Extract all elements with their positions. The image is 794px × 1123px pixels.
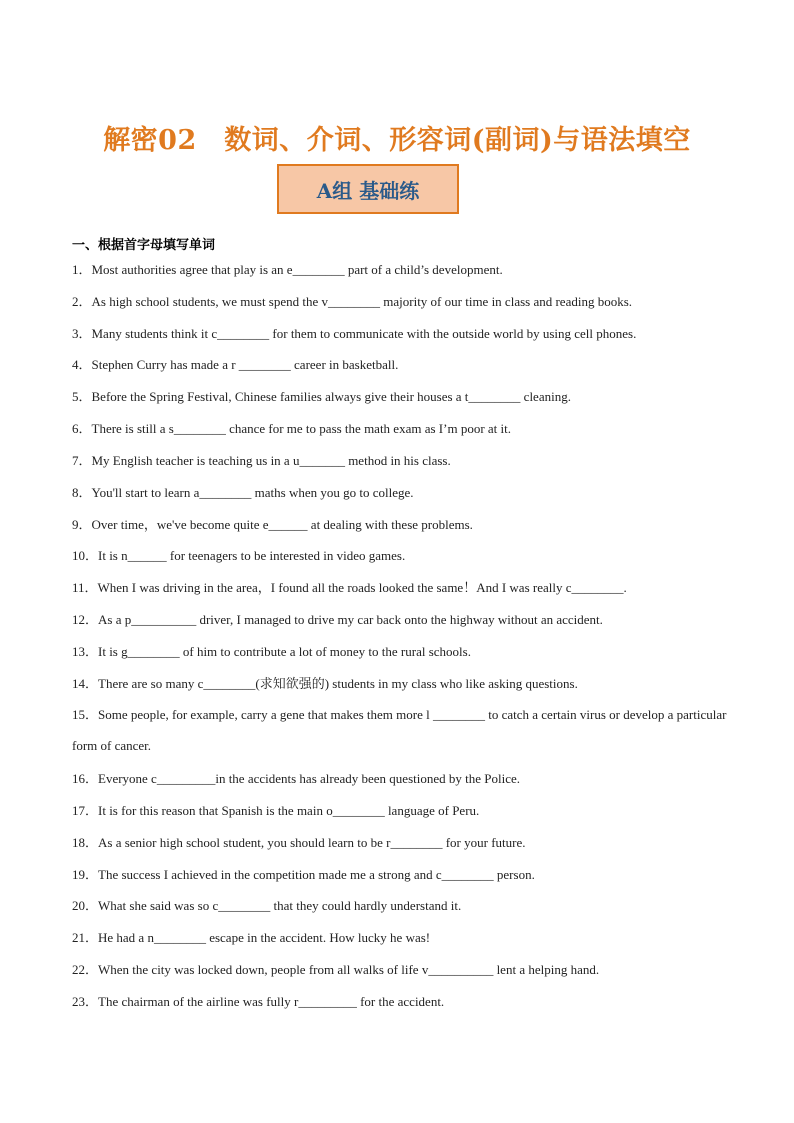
question-21: 21．He had a n________ escape in the accident. How lucky he was! <box>72 930 431 945</box>
question-19: 19．The success I achieved in the competition made me a strong and c________ person. <box>72 867 535 882</box>
question-16: 16．Everyone c_________in the accidents has already been questioned by the Police. <box>72 771 521 786</box>
group-label-box <box>277 164 459 214</box>
question-9: 9．Over time，we've become quite e______ at dealing with these problems. <box>72 517 473 532</box>
question-14: 14．There are so many c________(求知欲强的) students in my class who like asking questions. <box>72 676 578 691</box>
question-7: 7．My English teacher is teaching us in a u_______ method in his class. <box>72 453 451 468</box>
question-12: 12．As a p__________ driver, I managed to drive my car back onto the highway without an accident. <box>72 612 603 627</box>
question-10: 10．It is n______ for teenagers to be interested in video games. <box>72 548 406 563</box>
question-8: 8．You'll start to learn a________ maths when you go to college. <box>72 485 414 500</box>
question-17: 17．It is for this reason that Spanish is the main o________ language of Peru. <box>72 803 480 818</box>
question-2: 2．As high school students, we must spend the v________ majority of our time in class and reading books. <box>72 294 633 309</box>
question-23: 23．The chairman of the airline was fully r_________ for the accident. <box>72 994 445 1009</box>
question-6: 6．There is still a s________ chance for me to pass the math exam as I’m poor at it. <box>72 421 511 436</box>
question-13: 13．It is g________ of him to contribute a lot of money to the rural schools. <box>72 644 471 659</box>
question-15: 15．Some people, for example, carry a gene that makes them more l ________ to catch a certain virus or develop a particular form of cancer. <box>72 707 727 753</box>
question-20: 20．What she said was so c________ that they could hardly understand it. <box>72 898 462 913</box>
section-heading: 一、根据首字母填写单词 <box>72 238 216 253</box>
question-11: 11．When I was driving in the area，I found all the roads looked the same！And I was really c________. <box>72 580 627 595</box>
question-5: 5．Before the Spring Festival, Chinese families always give their houses a t________ cleaning. <box>72 389 571 404</box>
question-22: 22．When the city was locked down, people from all walks of life v__________ lent a helping hand. <box>72 962 600 977</box>
question-3: 3．Many students think it c________ for them to communicate with the outside world by using cell phones. <box>72 326 637 341</box>
group-label: A组 基础练 <box>316 178 420 203</box>
question-4: 4．Stephen Curry has made a r ________ career in basketball. <box>72 357 399 372</box>
page-title: 解密02 数词、介词、形容词(副词)与语法填空 <box>103 125 691 156</box>
question-18: 18．As a senior high school student, you should learn to be r________ for your future. <box>72 835 526 850</box>
question-1: 1．Most authorities agree that play is an e________ part of a child’s development. <box>72 262 503 277</box>
